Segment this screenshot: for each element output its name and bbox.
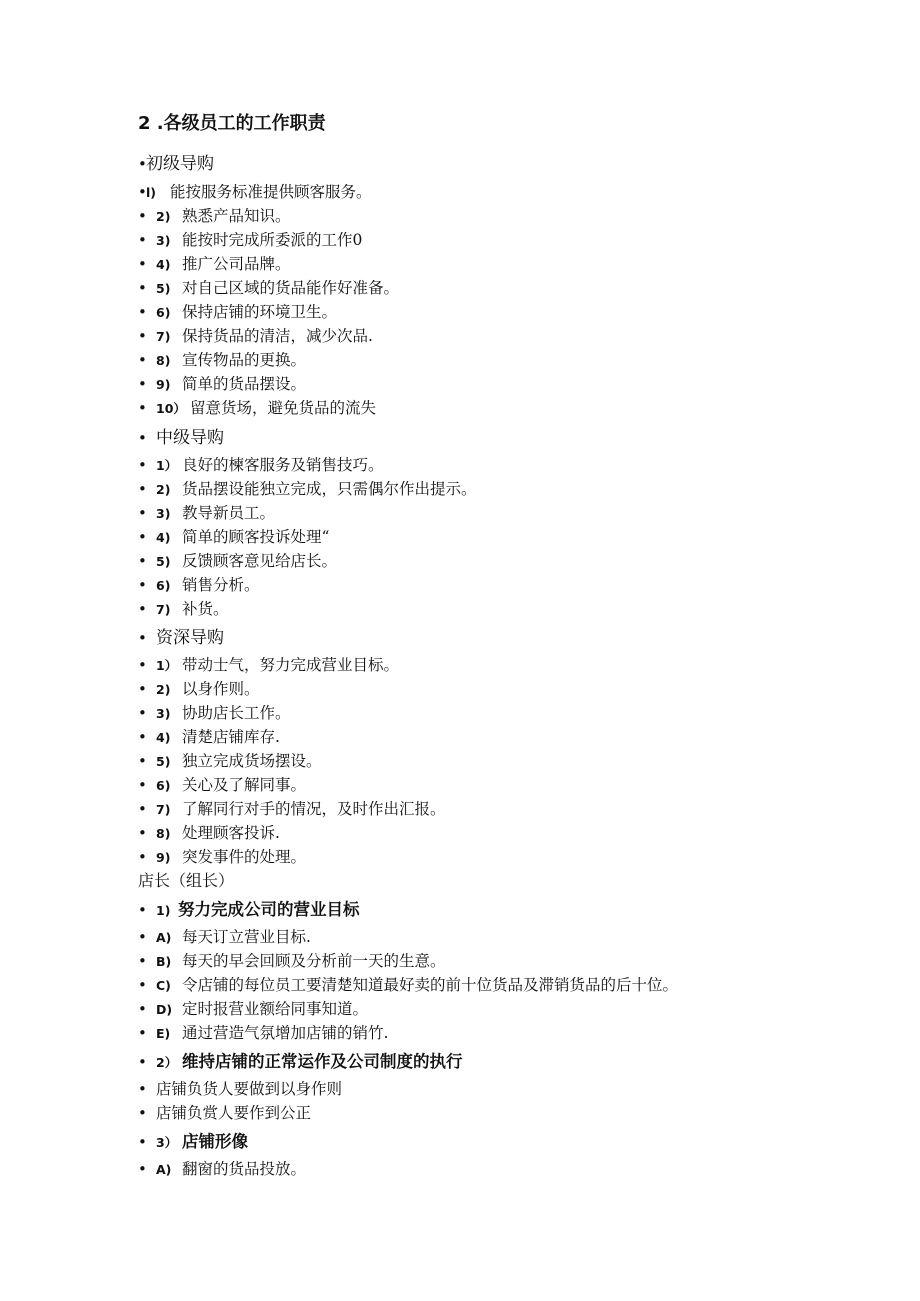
list-item — [138, 926, 311, 949]
item-number: A) — [156, 930, 172, 945]
list-item — [138, 702, 291, 725]
list-item — [138, 998, 368, 1021]
list-item — [138, 598, 229, 621]
item-text: 定时报营业额给同事知道。 — [182, 1000, 369, 1018]
item-text: 熟悉产品知识。 — [182, 207, 291, 225]
section-title: 初级导购 — [146, 154, 214, 174]
item-text: 简单的顾客投诉处理“ — [182, 528, 330, 546]
page-title: 2 .各级员工的工作职责 — [138, 113, 326, 134]
list-item — [138, 373, 306, 396]
item-number: 10） — [156, 401, 186, 416]
bullet: • — [138, 776, 147, 794]
item-text: 销售分析。 — [182, 576, 260, 594]
list-item — [138, 454, 384, 477]
bullet: • — [138, 456, 147, 474]
list-item — [138, 277, 399, 300]
item-text: 每天的早会回顾及分析前一天的生意。 — [182, 952, 446, 970]
item-number: 9) — [156, 850, 171, 865]
subsection-heading-operations — [138, 1051, 463, 1074]
item-number: 3) — [156, 706, 171, 721]
subsection-title: 维持店铺的正常运作及公司制度的执行 — [182, 1052, 463, 1071]
item-text: 店铺负赏人要作到公正 — [156, 1104, 312, 1122]
item-number: 5) — [156, 754, 171, 769]
item-text: 了解同行对手的情况，及时作出汇报。 — [182, 800, 446, 818]
list-item — [138, 550, 337, 573]
bullet: • — [138, 848, 147, 866]
item-number: 2) — [156, 682, 171, 697]
bullet: • — [138, 680, 147, 698]
bullet: • — [138, 976, 147, 994]
list-item — [138, 1102, 311, 1124]
section-heading-manager — [138, 870, 234, 892]
list-item — [138, 253, 291, 276]
item-number: 7) — [156, 802, 171, 817]
bullet: • — [138, 576, 147, 594]
list-item — [138, 181, 372, 204]
item-number: 8) — [156, 826, 171, 841]
item-text: 独立完成货场摆设。 — [182, 752, 322, 770]
list-item — [138, 1078, 342, 1100]
item-text: 保持店铺的环境卫生。 — [182, 303, 338, 321]
item-text: 能按服务标准提供顾客服务。 — [170, 183, 372, 201]
item-number: 9) — [156, 377, 171, 392]
bullet: • — [138, 1133, 147, 1151]
list-item — [138, 846, 306, 869]
list-item — [138, 349, 306, 372]
item-number: l) — [146, 185, 156, 200]
bullet: • — [138, 429, 147, 447]
item-text: 补货。 — [182, 600, 229, 618]
item-text: 留意货场，避免货品的流失 — [190, 399, 377, 417]
bullet: • — [138, 1000, 147, 1018]
list-item — [138, 678, 260, 701]
item-text: 推广公司品牌。 — [182, 255, 291, 273]
bullet: • — [138, 183, 147, 201]
bullet: • — [138, 504, 147, 522]
list-item — [138, 1158, 306, 1181]
item-text: 保持货品的清洁，减少次品. — [182, 327, 373, 345]
item-number: 2) — [156, 482, 171, 497]
list-item — [138, 397, 376, 420]
item-text: 对自己区域的货品能作好准备。 — [182, 279, 400, 297]
item-number: 1) — [156, 903, 171, 918]
bullet: • — [138, 207, 147, 225]
bullet: • — [138, 327, 147, 345]
list-item — [138, 774, 306, 797]
section-heading-senior — [138, 627, 224, 649]
list-item — [138, 205, 291, 228]
item-text: 每天订立营业目标. — [182, 928, 311, 946]
bullet: • — [138, 752, 147, 770]
subsection-heading-store-image — [138, 1131, 248, 1154]
bullet: • — [138, 901, 147, 919]
bullet: • — [138, 600, 147, 618]
subsection-title: 店铺形像 — [182, 1132, 248, 1151]
bullet: • — [138, 952, 147, 970]
bullet: • — [138, 728, 147, 746]
list-item — [138, 478, 477, 501]
list-item — [138, 502, 275, 525]
list-item — [138, 574, 260, 597]
item-text: 教导新员工。 — [182, 504, 276, 522]
item-text: 令店铺的每位员工要清楚知道最好卖的前十位货品及滞销货品的后十位。 — [182, 976, 679, 994]
list-item — [138, 229, 362, 252]
item-number: 2） — [156, 1055, 178, 1070]
item-number: 7) — [156, 329, 171, 344]
item-text: 协助店长工作。 — [182, 704, 291, 722]
item-number: 4) — [156, 730, 171, 745]
bullet: • — [138, 1053, 147, 1071]
bullet: • — [138, 656, 147, 674]
item-text: 突发事件的处理。 — [182, 848, 307, 866]
item-number: 8) — [156, 353, 171, 368]
item-number: B) — [156, 954, 172, 969]
list-item — [138, 301, 337, 324]
item-text: 清楚店铺库存. — [182, 728, 280, 746]
item-number: 6) — [156, 778, 171, 793]
item-text: 关心及了解同事。 — [182, 776, 307, 794]
item-text: 货品摆设能独立完成，只需偶尔作出提示。 — [182, 480, 477, 498]
item-number: 4) — [156, 257, 171, 272]
bullet: • — [138, 255, 147, 273]
bullet: • — [138, 303, 147, 321]
item-number: 2) — [156, 209, 171, 224]
list-item — [138, 974, 678, 997]
section-title: 中级导购 — [156, 428, 224, 448]
item-text: 反馈顾客意见给店长。 — [182, 552, 338, 570]
item-text: 店铺负货人要做到以身作则 — [156, 1080, 343, 1098]
list-item — [138, 1022, 388, 1045]
bullet: • — [138, 480, 147, 498]
item-text: 通过营造气氛增加店铺的销竹. — [182, 1024, 389, 1042]
bullet: • — [138, 375, 147, 393]
item-text: 良好的楝客服务及销售技巧。 — [182, 456, 384, 474]
item-number: 6) — [156, 578, 171, 593]
list-item — [138, 726, 280, 749]
item-text: 翻窗的货品投放。 — [182, 1160, 307, 1178]
item-number: E) — [156, 1026, 171, 1041]
bullet: • — [138, 1160, 147, 1178]
item-number: 4) — [156, 530, 171, 545]
item-text: 以身作则。 — [182, 680, 260, 698]
item-number: 3) — [156, 506, 171, 521]
list-item — [138, 950, 446, 973]
bullet: • — [138, 399, 147, 417]
item-number: 1） — [156, 458, 178, 473]
section-heading-junior — [138, 153, 214, 175]
list-item — [138, 798, 446, 821]
item-text: 处理顾客投诉. — [182, 824, 280, 842]
bullet: • — [138, 1024, 147, 1042]
item-number: 5) — [156, 281, 171, 296]
item-text: 简单的货品摆设。 — [182, 375, 307, 393]
item-number: 6) — [156, 305, 171, 320]
item-number: C) — [156, 978, 171, 993]
bullet: • — [138, 704, 147, 722]
item-number: 3） — [156, 1135, 178, 1150]
section-heading-intermediate — [138, 427, 224, 449]
subsection-heading-goal — [138, 899, 360, 922]
item-text: 能按时完成所委派的工作0 — [182, 231, 363, 249]
bullet: • — [138, 824, 147, 842]
bullet: • — [138, 528, 147, 546]
subsection-title: 努力完成公司的营业目标 — [178, 900, 360, 919]
bullet: • — [138, 552, 147, 570]
list-item — [138, 750, 322, 773]
list-item — [138, 654, 399, 677]
bullet: • — [138, 155, 147, 173]
item-number: A) — [156, 1162, 172, 1177]
item-number: 1） — [156, 658, 178, 673]
item-number: D) — [156, 1002, 173, 1017]
bullet: • — [138, 1104, 147, 1122]
list-item — [138, 822, 280, 845]
bullet: • — [138, 231, 147, 249]
item-number: 5) — [156, 554, 171, 569]
item-text: 宣传物品的更换。 — [182, 351, 307, 369]
bullet: • — [138, 629, 147, 647]
bullet: • — [138, 800, 147, 818]
list-item — [138, 526, 329, 549]
item-number: 3) — [156, 233, 171, 248]
item-text: 带动士气，努力完成营业目标。 — [182, 656, 400, 674]
bullet: • — [138, 351, 147, 369]
section-title: 资深导购 — [156, 628, 224, 648]
bullet: • — [138, 928, 147, 946]
section-title: 店长（组长） — [138, 871, 235, 890]
bullet: • — [138, 1080, 147, 1098]
item-number: 7) — [156, 602, 171, 617]
list-item — [138, 325, 373, 348]
bullet: • — [138, 279, 147, 297]
